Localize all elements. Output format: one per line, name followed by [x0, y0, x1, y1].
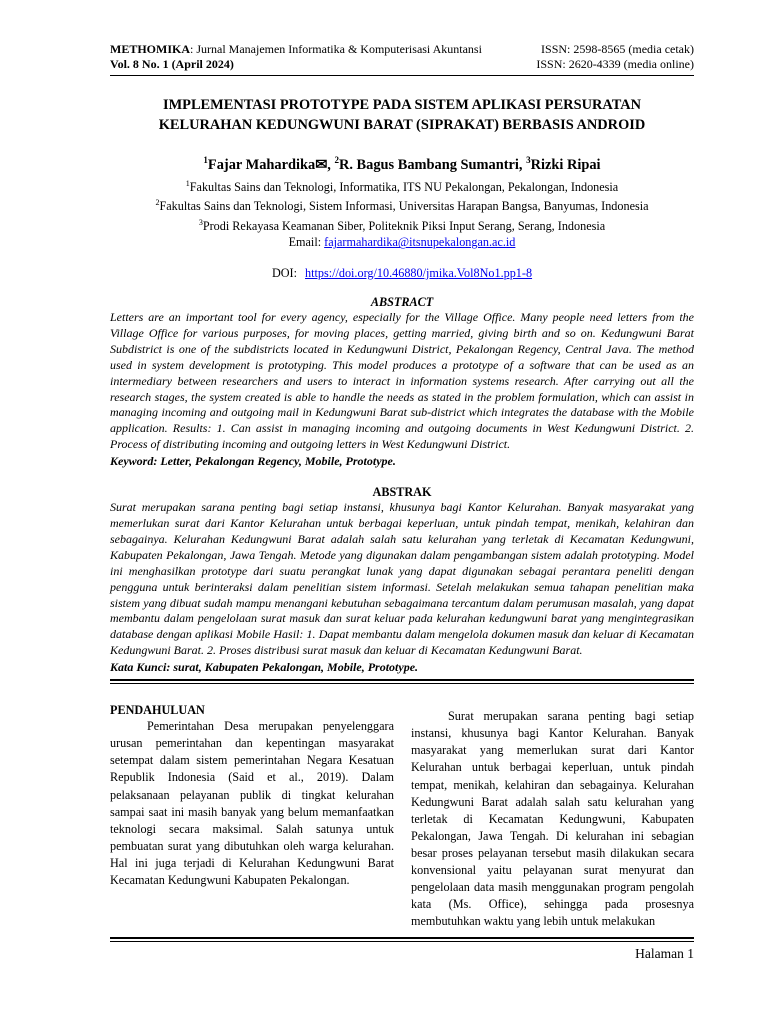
abstrak-body: Surat merupakan sarana penting bagi setiap instansi, khusunya bagi Kantor Kelurahan. Banyak masyarakat yang memerlukan surat dari Kantor Kelurahan untuk berbagai keperluan, untuk pindah tempat, menikah, kelahiran dan sebagainya. Kelurahan Kedungwuni Barat adalah salah satu kelurahan yang terletak di Kecamatan Kedungwuni, Kabupaten Pekalongan, Jawa Tengah. Metode yang digunakan dalam pengambangan sistem adalah prototyping. Model ini menghasilkan prototype dari suatu perangkat lunak yang dapat digunakan sebagai perantara peneliti dengan pengguna untuk berinteraksi dalam penelitian sistem informasi. Setelah melakukan semua tahapan penelitian maka sistem yang dibuat sudah mampu menangani kebutuhan sebagaimana tercantum dalam perumusan masalah, yang dapat membantu dalam pengelolaan surat masuk dan surat keluar pada kelurahan kedungwuni barat yang mengintegrasikan database dengan aplikasi Mobile Hasil: 1. Dapat membantu dalam mengelola dokumen masuk dan keluar di Kecamatan Kedungwuni Barat. 2. Proses distribusi surat masuk dan keluar di Kecamatan Kedungwuni Barat. — [110, 500, 694, 658]
abstract-heading: ABSTRACT — [370, 294, 434, 309]
affiliation-1 — [110, 176, 694, 196]
author-2-name: R. Bagus Bambang Sumantri — [338, 156, 519, 173]
affiliation-2-sup: 2 — [155, 198, 160, 208]
abstrak-heading: ABSTRAK — [372, 485, 432, 500]
affiliations — [110, 176, 694, 251]
header-right — [536, 42, 694, 72]
left-column — [110, 702, 394, 889]
abstract-keywords: Keyword: Letter, Pekalongan Regency, Mobile, Prototype. — [110, 454, 396, 469]
affiliation-3-sup: 3 — [198, 217, 203, 227]
journal-subtitle: : Jurnal Manajemen Informatika & Komputerisasi Akuntansi — [190, 42, 482, 56]
right-column — [411, 708, 694, 930]
intro-paragraph-left: Pemerintahan Desa merupakan penyelenggara urusan pemerintahan dan kepentingan masyarakat setempat dalam sistem pemerintahan Negara Kesatuan Republik Indonesia (Said et al., 2019). Dalam pelaksanaan pelayanan publik di tingkat kelurahan sampai saat ini masih banyak yang belum memanfaatkan teknologi secara maksimal. Salah satunya untuk pembuatan surat yang dibutuhkan oleh warga kelurahan. Hal ini juga terjadi di Kelurahan Kedungwuni Barat Kecamatan Kedungwuni Kabupaten Pekalongan. — [110, 719, 394, 888]
email-label: Email: — [288, 235, 322, 250]
author-2-sup: 2 — [334, 155, 339, 165]
intro-paragraph-right: Surat merupakan sarana penting bagi setiap instansi, khusunya bagi Kantor Kelurahan. Banyak masyarakat yang memerlukan surat dari Kantor Kelurahan untuk berbagai keperluan, untuk pindah tempat, menikah, kelahiran dan sebagainya. Kelurahan Kedungwuni Barat adalah salah satu kelurahan yang terletak di Kecamatan Kedungwuni, Kabupaten Pekalongan, Jawa Tengah. Di kelurahan ini sebagian besar proses pelayanan tersebut masih dilakukan secara konvensional yaitu pelayanan surat menyurat dan pengelolaan data masih menggunakan program pengolah kata (Ms. Office), sehingga pada prosesnya membutuhkan waktu yang lebih untuk melakukan — [411, 709, 694, 929]
affiliation-3-text: Prodi Rekayasa Keamanan Siber, Politeknik Piksi Input Serang, Serang, Indonesia — [202, 218, 606, 233]
affiliation-1-sup: 1 — [185, 178, 190, 188]
title-line-2: KELURAHAN KEDUNGWUNI BARAT (SIPRAKAT) BERBASIS ANDROID — [158, 117, 646, 133]
doi-link[interactable]: https://doi.org/10.46880/jmika.Vol8No1.pp1-8 — [305, 265, 533, 280]
section-heading-pendahuluan: PENDAHULUAN — [110, 703, 205, 718]
author-1-name: Fajar Mahardika — [207, 156, 316, 173]
footer-rule — [110, 937, 694, 942]
author-3-sup: 3 — [526, 155, 531, 165]
journal-volume: Vol. 8 No. 1 (April 2024) — [110, 57, 234, 71]
affiliation-3 — [110, 215, 694, 235]
affiliation-2 — [110, 195, 694, 215]
email-link[interactable]: fajarmahardika@itsnupekalongan.ac.id — [324, 235, 516, 250]
author-list: $^1$Fajar Mahardika✉, $^2$R. Bagus Bambang Sumantri, $^3$Rizki Ripai — [203, 155, 601, 173]
author-3-name: Rizki Ripai — [530, 156, 601, 173]
running-header — [110, 42, 694, 72]
doi-line — [110, 265, 694, 281]
author-1-sup: 1 — [203, 155, 208, 165]
affiliation-2-text: Fakultas Sains dan Teknologi, Sistem Informasi, Universitas Harapan Bangsa, Banyumas, Indonesia — [159, 199, 649, 214]
paper-page — [110, 42, 694, 929]
issn-print: ISSN: 2598-8565 (media cetak) — [541, 42, 694, 56]
envelope-icon: ✉ — [315, 156, 328, 173]
header-rule — [110, 75, 694, 76]
email-line — [110, 234, 694, 251]
paper-title — [110, 95, 694, 135]
abstract-body: Letters are an important tool for every agency, especially for the Village Office. Many people need letters from the Village Office for various purposes, for moving places, getting married, giving birth and so on. Kedungwuni Barat Subdistrict is one of the subdistricts located in Kedungwuni District, Pekalongan Regency, Central Java. The method used in system development is prototyping. This model produces a prototype of a software that can be used as an intermediary between researchers and users to interact in information systems research. After carrying out all the research stages, the system created is able to handle the needs as stated in the problem formulation, which can assist in managing incoming and outgoing mail in Kedungwuni Barat sub-district which integrates the database with the Mobile application. Results: 1. Can assist in managing incoming and outgoing documents in West Kedungwuni District. 2. Process of distributing incoming and outgoing letters in West Kedungwuni District. — [110, 309, 694, 452]
abstrak-keywords: Kata Kunci: surat, Kabupaten Pekalongan, Mobile, Prototype. — [110, 660, 419, 675]
doi-label: DOI: — [271, 265, 297, 280]
issn-online: ISSN: 2620-4339 (media online) — [536, 57, 694, 71]
journal-name: METHOMIKA — [110, 42, 190, 56]
page-number: Halaman 1 — [635, 946, 694, 961]
affiliation-1-text: Fakultas Sains dan Teknologi, Informatika, ITS NU Pekalongan, Pekalongan, Indonesia — [189, 179, 619, 194]
body-columns — [110, 684, 694, 929]
header-left — [110, 42, 482, 72]
title-line-1: IMPLEMENTASI PROTOTYPE PADA SISTEM APLIKASI PERSURATAN — [162, 97, 642, 113]
